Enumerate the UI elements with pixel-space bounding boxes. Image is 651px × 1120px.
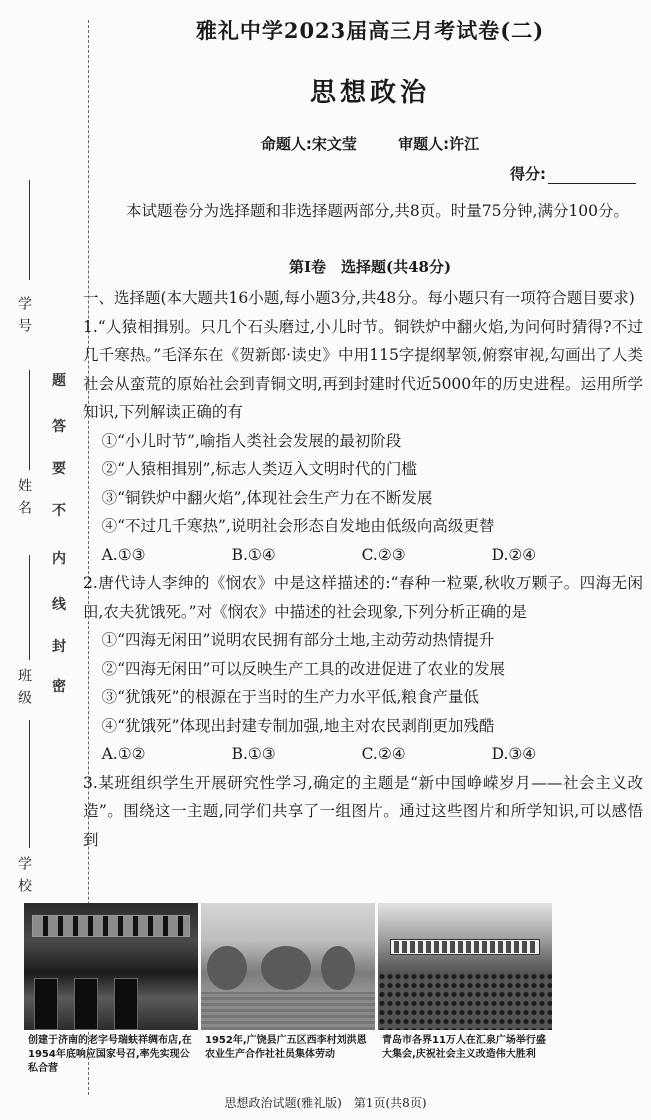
section-title: 第Ⅰ卷 选择题(共48分) [288,258,452,276]
photo-cooperative-farm [201,903,375,1030]
question-2-option: ④“犹饿死”体现出封建专制加强,地主对农民剥削更加残酷 [101,716,495,735]
name-label: 姓名 [16,478,32,522]
seal-char: 答 [52,419,66,435]
question-3-stem: 3.某班组织学生开展研究性学习,确定的主题是“新中国峥嵘岁月——社会主义改造”。围绕这一主题,同学们共享了一组图片。通过这些图片和所学知识,可以感悟到 [83,773,643,849]
question-1-stem: 1.“人猿相揖别。只几个石头磨过,小儿时节。铜铁炉中翻火焰,为问何时猜得?不过几千寒热。”毛泽东在《贺新郎·读史》中用115字提纲挈领,俯察审视,勾画出了人类社会从蛮荒的原始社会到青铜文明,再到封建时代近5000年的历史进程。运用所学知识,下列解读正确的有 [83,317,643,421]
question-1-option: ④“不过几千寒热”,说明社会形态自发地由低级向高级更替 [101,517,495,535]
seal-char: 题 [52,373,66,389]
choice-b[interactable]: B.①④ [231,545,276,564]
choice-d[interactable]: D.③④ [491,745,537,763]
class-line[interactable] [29,555,30,660]
photo-caption: 青岛市各界11万人在汇泉广场举行盛大集会,庆祝社会主义改造伟大胜利 [382,1035,546,1060]
seal-char: 密 [52,679,66,695]
rally-banner [390,939,540,955]
choice-a[interactable]: A.①③ [101,545,146,564]
store-signboard [32,915,190,937]
school-line[interactable] [29,720,30,848]
student-id-label: 学号 [16,296,32,340]
question-2-option: ③“犹饿死”的根源在于当时的生产力水平低,粮食产量低 [101,688,479,706]
question-2-stem: 2.唐代诗人李绅的《悯农》中是这样描述的:“春种一粒粟,秋收万颗子。四海无闲田,农夫犹饿死。”对《悯农》中描述的社会现象,下列分析正确的是 [83,574,643,621]
choice-c[interactable]: C.②③ [361,545,406,564]
photo-caption: 1952年,广饶县广五区西李村刘洪恩农业生产合作社社员集体劳动 [205,1035,367,1060]
question-1-option: ③“铜铁炉中翻火焰”,体现社会生产力在不断发展 [101,488,433,507]
choice-a[interactable]: A.①② [101,745,146,763]
photo-captions [24,1034,552,1076]
seal-char: 封 [52,639,66,655]
choice-c[interactable]: C.②④ [361,745,406,763]
score-blank[interactable] [548,169,636,184]
intro-paragraph: 本试题卷分为选择题和非选择题两部分,共8页。时量75分钟,满分100分。 [126,202,630,220]
class-label: 班级 [16,668,32,712]
choice-b[interactable]: B.①③ [231,745,276,763]
photo-silk-store [24,903,198,1030]
photo-caption: 创建于济南的老字号瑞蚨祥绸布店,在1954年底响应国家号召,率先实现公私合营 [28,1035,192,1074]
exam-title: 雅礼中学2023届高三月考试卷(二) [195,18,545,43]
rally-crowd [378,972,552,1030]
score-label: 得分: [510,165,546,183]
questions-block [83,284,643,854]
choice-d[interactable]: D.②④ [491,545,537,564]
reviewer: 审题人:许江 [398,135,480,153]
photo-strip [24,903,552,1030]
setter: 命题人:宋文莹 [260,135,357,153]
seal-char: 线 [52,597,66,613]
seal-char: 不 [52,503,66,519]
question-1-option: ①“小儿时节”,喻指人类社会发展的最初阶段 [101,431,402,450]
score-field [510,163,636,184]
question-1-option: ②“人猿相揖别”,标志人类迈入文明时代的门槛 [101,460,417,478]
school-label: 学校 [16,856,32,900]
subject-title: 思想政治 [309,78,430,108]
question-2-choices [83,740,643,769]
question-2-option: ①“四海无闲田”说明农民拥有部分土地,主动劳动热情提升 [101,631,495,649]
seal-char: 内 [52,551,66,567]
question-1-choices [83,541,643,570]
name-line[interactable] [29,370,30,470]
part-heading: 一、选择题(本大题共16小题,每小题3分,共48分。每小题只有一项符合题目要求) [83,289,635,307]
page-footer: 思想政治试题(雅礼版) 第1页(共8页) [224,1096,427,1110]
seal-char: 要 [52,461,66,477]
photo-celebration-rally [378,903,552,1030]
question-2-option: ②“四海无闲田”可以反映生产工具的改进促进了农业的发展 [101,659,505,678]
authors-line [100,133,640,154]
student-id-line[interactable] [29,180,30,280]
